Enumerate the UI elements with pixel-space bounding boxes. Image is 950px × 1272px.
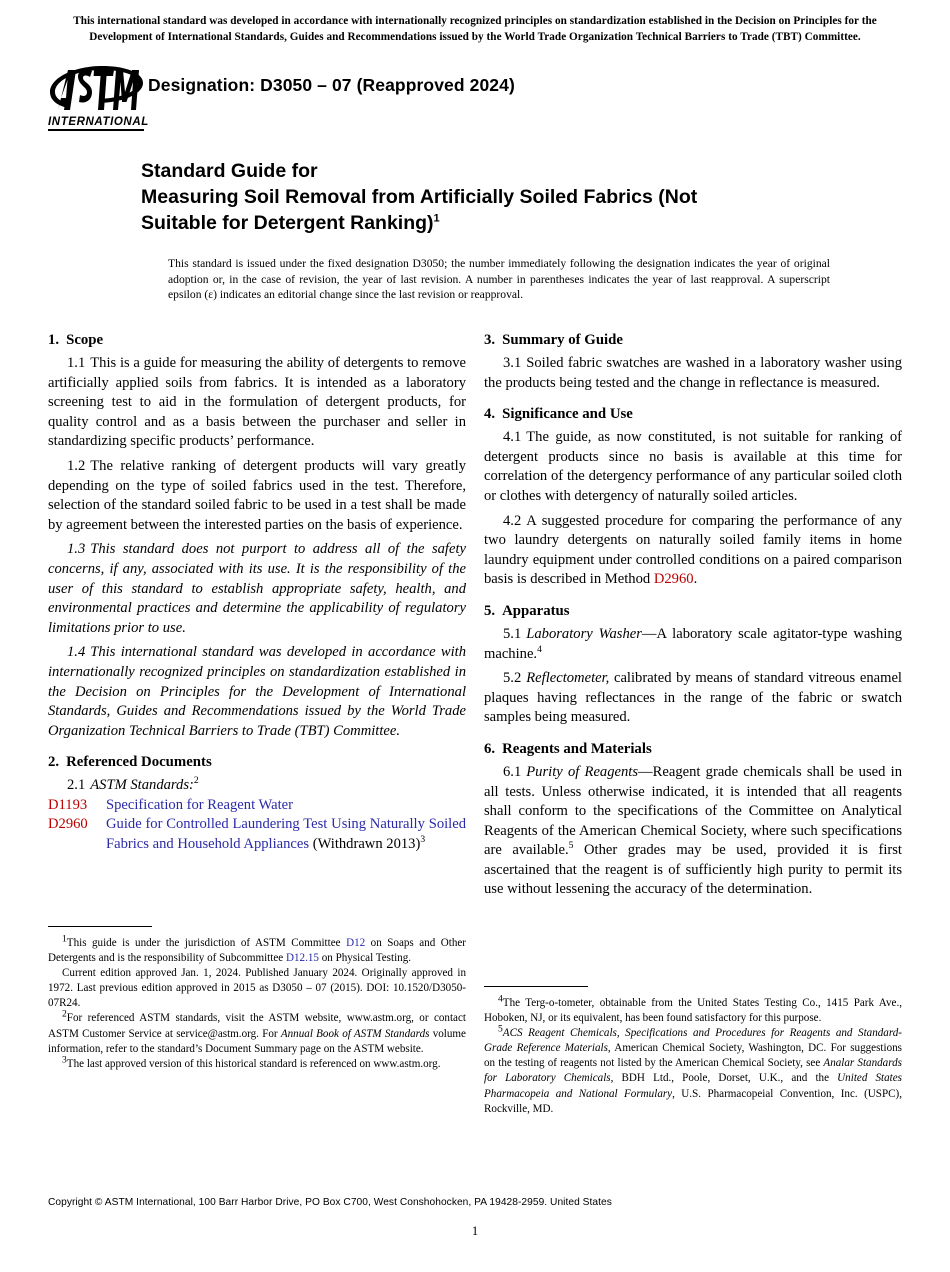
section-3-number: 3. [484,332,496,348]
footnote-edition-info: Current edition approved Jan. 1, 2024. Published January 2024. Originally approved in 1972. Last previous edition approved in 2015 as D3050 – 07 (2015). DOI: 10.1520/D3050-07R24. [48,967,466,1010]
para-num-6-1: 6.1 [503,763,522,780]
paragraph-4-2 [484,512,902,590]
footnote-4-text: The Terg-o-tometer, obtainable from the United States Testing Co., 1415 Park Ave., Hoboken, NJ, or its equivalent, has been found satisfactory for this purpose. [484,997,902,1025]
footnotes-left [48,926,466,1072]
section-1-number: 1. [48,332,60,348]
para-text-4-1: The guide, as now constituted, is not suitable for ranking of detergent products since no basis is available at this time for correlation of the detergency performance of any particular soiled cloth or clothes with detergency of naturally soiled articles. [484,429,902,504]
para-text-4-2-a: A suggested procedure for comparing the performance of any two laundry detergents on naturally soiled family items in home laundry equipment under controlled conditions on a paired comparison basis is described in Method [484,512,902,588]
page-title [141,158,911,236]
footnote-5-italic-3: United States Pharmacopeia and National Formulary [484,1072,903,1100]
para-num-1-1: 1.1 [67,355,86,371]
section-3-title: Summary of Guide [502,332,623,348]
section-6-title: Reagents and Materials [502,740,652,757]
referenced-standard-d1193[interactable] [48,796,466,816]
footnote-1 [48,933,466,966]
astm-standards-footnote-marker: 2 [193,775,199,787]
para-text-1-1: This is a guide for measuring the ability of detergents to remove artificially applied soils from fabrics. It is intended as a laboratory screening test to aid in the formulation of detergent products, for quality control and as a basis between the purchaser and seller in standardizing specific products’ performance. [48,355,466,450]
para-text-1-3: This standard does not purport to address all of the safety concerns, if any, associated with its use. It is the responsibility of the user of this standard to establish appropriate safety, health, and environmental practices and determine the applicability of regulatory limitations prior to use. [48,541,466,636]
para-5-1-footnote-marker: 4 [537,643,542,655]
subcommittee-link-d1215[interactable]: D12.15 [285,952,319,965]
section-heading-1 [48,330,466,350]
section-heading-3 [484,330,902,350]
title-line-1: Standard Guide for [141,160,318,182]
term-reflectometer: Reflectometer, [526,670,610,687]
footnote-3 [48,1054,466,1072]
wto-banner-line1: This international standard was developed in accordance with internationally recognized principles on standardization established in the Decision on Principles for the [73,15,877,27]
footnote-5-italic-2: Analar Standards for Laboratory Chemicals [484,1057,902,1085]
footnote-2 [48,1008,466,1056]
footnote-rule [48,926,152,927]
footnote-2-marker: 2 [62,1008,67,1020]
astm-logo [48,62,149,134]
method-link-d2960[interactable]: D2960 [653,571,694,588]
para-num-1-3: 1.3 [67,541,86,558]
paragraph-1-4 [48,643,466,741]
footnote-5-marker: 5 [498,1023,503,1035]
paragraph-1-1 [48,354,466,452]
standard-footnote-marker: 3 [420,834,426,846]
astm-logo-wordmark: INTERNATIONAL [48,116,144,131]
section-spacer [484,393,902,404]
para-num-4-2: 4.2 [503,512,522,529]
footnote-4 [484,993,902,1026]
paragraph-4-1 [484,428,902,506]
title-line-2: Measuring Soil Removal from Artificially Soiled Fabrics (Not [141,186,698,208]
section-4-number: 4. [484,406,496,423]
section-spacer [484,728,902,739]
footnote-4-marker: 4 [498,993,503,1005]
para-text-5-2: calibrated by means of standard vitreous enamel plaques having reflectances in the range of the fabric or swatch samples being measured. [484,670,902,726]
designation: Designation: D3050 – 07 (Reapproved 2024) [148,75,515,95]
title-line-3 [141,210,911,236]
para-num-1-4: 1.4 [67,644,86,661]
standard-designation[interactable]: D2960 [48,816,88,833]
para-text-6-1-b: Other grades may be used, provided it is first ascertained that the reagent is of sufficiently high purity to permit its use without lessening the accuracy of the determination. [484,842,902,898]
para-num-5-2: 5.2 [503,670,522,687]
para-num-2-1: 2.1 [67,777,86,794]
para-text-1-2: The relative ranking of detergent products will vary greatly depending on the type of soiled fabrics used in the test. Therefore, selection of the standard soiled fabric to be used in a test shall be made by agreement between the interested parties on the basis of experience. [48,457,466,533]
referenced-standard-d2960[interactable] [48,815,466,854]
standard-designation[interactable]: D1193 [48,796,88,813]
footnote-1-text-c: on Physical Testing. [318,952,412,965]
wto-banner [48,14,902,45]
section-2-title: Referenced Documents [66,754,212,771]
paragraph-3-1 [484,354,902,393]
section-5-title: Apparatus [502,602,570,619]
footnote-5-text-c: , U.S. Pharmacopeial Convention, Inc. (USPC), Rockville, MD. [484,1087,902,1115]
section-heading-2 [48,752,466,772]
column-left [48,330,466,855]
footnotes-right [484,986,902,1117]
wto-banner-line2: Development of International Standards, Guides and Recommendations issued by the World Trade Organization Technical Barriers to Trade (TBT) Committee. [89,30,861,43]
section-heading-4 [484,404,902,424]
footnote-5-italic-1: ACS Reagent Chemicals, Specifications and Procedures for Reagents and Standard-Grade Reference Materials [484,1027,902,1055]
standard-title[interactable]: Specification for Reagent Water [106,796,293,813]
page-number: 1 [471,1224,479,1238]
footnote-2-italic: Annual Book of ASTM Standards [280,1027,430,1040]
section-1-title: Scope [66,332,104,348]
standard-withdrawn-note: (Withdrawn 2013) [309,836,421,853]
para-num-4-1: 4.1 [503,429,522,446]
astm-standards-label: ASTM Standards: [90,777,194,794]
paragraph-5-2 [484,669,902,728]
footnote-3-text: The last approved version of this historical standard is referenced on www.astm.org. [66,1057,441,1070]
title-footnote-marker: 1 [433,212,440,225]
column-right [484,330,902,900]
section-spacer [484,590,902,601]
paragraph-1-2 [48,457,466,535]
para-num-3-1: 3.1 [503,355,522,371]
footnote-rule [484,986,588,987]
issue-note: This standard is issued under the fixed designation D3050; the number immediately following the designation indicates the year of original adoption or, in the case of revision, the year of last revision. A number in parentheses indicates the year of last reapproval. A superscript epsilon (ε) indicates an editorial change since the last revision or reapproval. [168,257,830,302]
term-laboratory-washer: Laboratory Washer [526,625,642,642]
para-text-4-2-b: . [693,571,698,588]
para-num-1-2: 1.2 [67,457,86,474]
title-line-3-text: Suitable for Detergent Ranking) [141,212,434,234]
footnote-2-text-b: volume information, refer to the standard’s Document Summary page on the ASTM website. [48,1027,466,1055]
footnote-5 [484,1023,903,1117]
footnote-5-text-a: , American Chemical Society, Washington, DC. For suggestions on the testing of reagents not listed by the American Chemical Society, see [484,1042,902,1070]
section-spacer [48,741,466,752]
standard-title[interactable]: Guide for Controlled Laundering Test Using Naturally Soiled Fabrics and Household Appliances [106,816,466,853]
section-2-number: 2. [48,754,60,771]
paragraph-1-3 [48,540,466,638]
section-heading-6 [484,739,902,759]
footnote-1-text-a: This guide is under the jurisdiction of ASTM Committee [66,937,347,949]
paragraph-6-1 [484,763,902,900]
term-purity-of-reagents: Purity of Reagents [526,763,639,780]
para-num-5-1: 5.1 [503,625,522,642]
footnote-2-text-a: For referenced ASTM standards, visit the ASTM website, www.astm.org, or contact ASTM Customer Service at service@astm.org. For [48,1012,466,1040]
para-text-6-1-a: —Reagent grade chemicals shall be used in all tests. Unless otherwise indicated, it is intended that all reagents shall conform to the specifications of the Committee on Analytical Reagents of the American Chemical Society, where such specifications are available. [484,763,902,859]
para-6-1-footnote-marker: 5 [568,840,574,852]
section-6-number: 6. [484,740,496,757]
para-text-3-1: Soiled fabric swatches are washed in a laboratory washer using the products being tested and the change in reflectance is measured. [484,355,902,391]
para-text-1-4: This international standard was developed in accordance with internationally recognized principles on standardization established in the Decision on Principles for the Development of International Standards, Guides and Recommendations issued by the World Trade Organization Technical Barriers to Trade (TBT) Committee. [48,644,466,739]
committee-link-d12[interactable]: D12 [346,937,366,949]
paragraph-2-1 [48,776,466,796]
footnote-3-marker: 3 [62,1054,67,1066]
copyright-notice: Copyright © ASTM International, 100 Barr Harbor Drive, PO Box C700, West Conshohocken, PA 19428-2959. United States [48,1197,612,1208]
section-heading-5 [484,601,902,621]
footnote-5-text-b: , BDH Ltd., Poole, Dorset, U.K., and the [610,1072,838,1085]
footnote-1-text-b: on Soaps and Other Detergents and is the responsibility of Subcommittee [48,937,466,965]
astm-logo-icon [48,62,144,118]
section-5-number: 5. [484,602,496,619]
para-text-5-1: —A laboratory scale agitator-type washing machine. [484,625,902,662]
paragraph-5-1 [484,625,902,664]
section-4-title: Significance and Use [502,406,633,423]
footnote-1-marker: 1 [62,933,67,945]
